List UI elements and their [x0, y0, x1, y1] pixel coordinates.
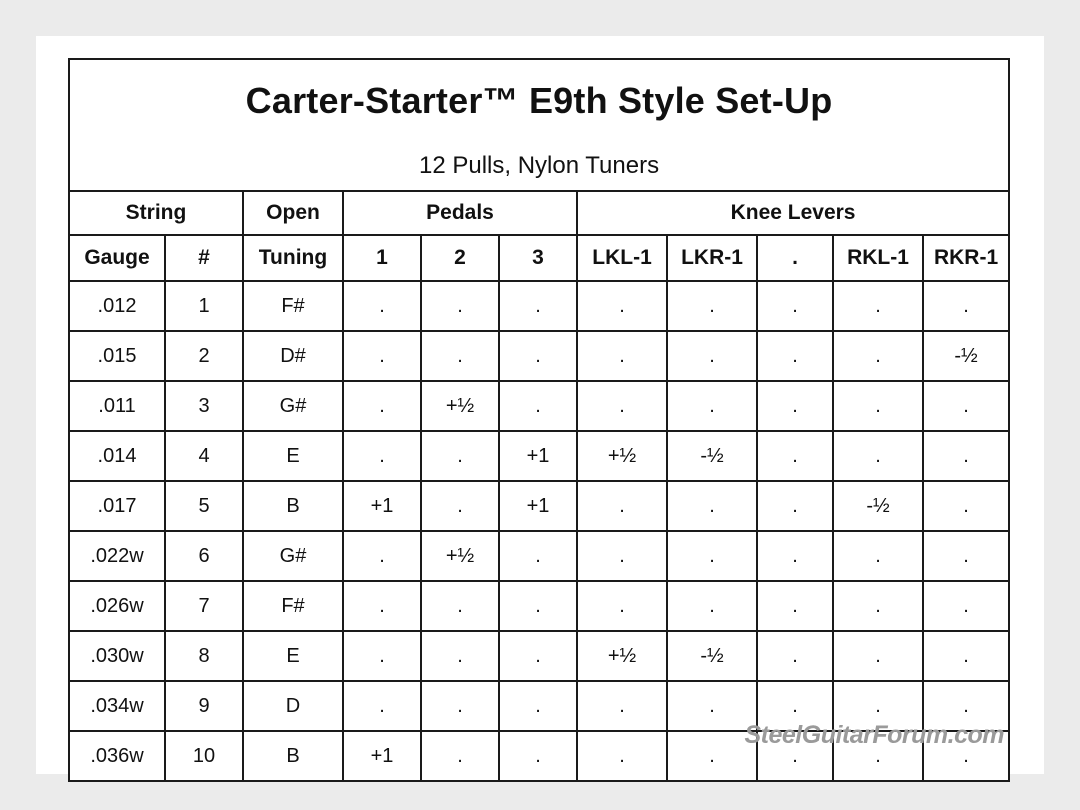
cell-tuning: B	[243, 731, 343, 781]
column-header-lkr-1: LKR-1	[667, 235, 757, 281]
cell-rkr-1: .	[923, 731, 1009, 781]
table-row	[69, 281, 1009, 331]
cell-rkr-1: -½	[923, 331, 1009, 381]
cell-lkr-1: .	[667, 281, 757, 331]
cell-lkr-1: .	[667, 581, 757, 631]
cell-gauge: .036w	[69, 731, 165, 781]
cell-tuning: E	[243, 431, 343, 481]
cell-pedal-3: .	[499, 331, 577, 381]
cell-lkr-1: .	[667, 331, 757, 381]
cell-rkl-1: .	[833, 381, 923, 431]
column-header-pedal-2: 2	[421, 235, 499, 281]
cell-blank: .	[757, 431, 833, 481]
cell-string-number: 9	[165, 681, 243, 731]
cell-string-number: 6	[165, 531, 243, 581]
cell-pedal-3: +1	[499, 431, 577, 481]
cell-rkl-1: .	[833, 281, 923, 331]
cell-lkl-1: +½	[577, 631, 667, 681]
cell-rkl-1: -½	[833, 481, 923, 531]
cell-tuning: F#	[243, 581, 343, 631]
group-header-pedals: Pedals	[343, 191, 577, 235]
cell-tuning: G#	[243, 381, 343, 431]
cell-lkl-1: .	[577, 481, 667, 531]
cell-lkl-1: .	[577, 381, 667, 431]
cell-pedal-3: .	[499, 581, 577, 631]
cell-pedal-1: .	[343, 581, 421, 631]
cell-blank: .	[757, 731, 833, 781]
cell-rkl-1: .	[833, 531, 923, 581]
cell-pedal-1: .	[343, 281, 421, 331]
cell-pedal-3: .	[499, 531, 577, 581]
table-row	[69, 581, 1009, 631]
cell-blank: .	[757, 281, 833, 331]
column-header-gauge: Gauge	[69, 235, 165, 281]
column-header-pedal-1: 1	[343, 235, 421, 281]
subtitle-row	[69, 142, 1009, 191]
cell-gauge: .014	[69, 431, 165, 481]
setup-chart	[68, 58, 1008, 766]
cell-rkl-1: .	[833, 431, 923, 481]
cell-tuning: G#	[243, 531, 343, 581]
cell-rkl-1: .	[833, 681, 923, 731]
cell-lkr-1: .	[667, 381, 757, 431]
cell-pedal-2: .	[421, 331, 499, 381]
cell-pedal-3: +1	[499, 481, 577, 531]
cell-rkl-1: .	[833, 581, 923, 631]
cell-lkr-1: .	[667, 731, 757, 781]
cell-pedal-2: .	[421, 631, 499, 681]
page-subtitle: 12 Pulls, Nylon Tuners	[69, 142, 1009, 191]
cell-rkl-1: .	[833, 331, 923, 381]
cell-pedal-1: .	[343, 431, 421, 481]
group-header-knee-levers: Knee Levers	[577, 191, 1009, 235]
cell-blank: .	[757, 581, 833, 631]
cell-pedal-1: .	[343, 531, 421, 581]
cell-pedal-2: .	[421, 731, 499, 781]
cell-gauge: .026w	[69, 581, 165, 631]
cell-string-number: 10	[165, 731, 243, 781]
cell-tuning: E	[243, 631, 343, 681]
cell-tuning: F#	[243, 281, 343, 331]
document-page	[36, 36, 1044, 774]
table-row	[69, 431, 1009, 481]
column-header-number: #	[165, 235, 243, 281]
cell-lkl-1: .	[577, 731, 667, 781]
cell-pedal-1: +1	[343, 481, 421, 531]
cell-pedal-2: .	[421, 481, 499, 531]
column-header-lkl-1: LKL-1	[577, 235, 667, 281]
cell-tuning: B	[243, 481, 343, 531]
cell-rkr-1: .	[923, 581, 1009, 631]
cell-lkl-1: .	[577, 581, 667, 631]
setup-table	[68, 58, 1010, 782]
watermark-text: SteelGuitarForum.com	[744, 721, 1004, 749]
column-header-blank: .	[757, 235, 833, 281]
cell-pedal-2: .	[421, 431, 499, 481]
table-row	[69, 731, 1009, 781]
cell-gauge: .017	[69, 481, 165, 531]
table-row	[69, 531, 1009, 581]
cell-rkl-1: .	[833, 731, 923, 781]
cell-gauge: .022w	[69, 531, 165, 581]
cell-rkr-1: .	[923, 681, 1009, 731]
cell-pedal-2: +½	[421, 381, 499, 431]
cell-pedal-1: .	[343, 331, 421, 381]
cell-rkr-1: .	[923, 431, 1009, 481]
cell-gauge: .011	[69, 381, 165, 431]
cell-blank: .	[757, 481, 833, 531]
cell-pedal-2: .	[421, 281, 499, 331]
cell-string-number: 7	[165, 581, 243, 631]
cell-string-number: 5	[165, 481, 243, 531]
cell-gauge: .015	[69, 331, 165, 381]
column-header-tuning: Tuning	[243, 235, 343, 281]
column-header-row	[69, 235, 1009, 281]
cell-blank: .	[757, 631, 833, 681]
cell-lkl-1: .	[577, 681, 667, 731]
cell-rkr-1: .	[923, 481, 1009, 531]
cell-pedal-3: .	[499, 381, 577, 431]
cell-pedal-2: .	[421, 681, 499, 731]
cell-string-number: 4	[165, 431, 243, 481]
group-header-string: String	[69, 191, 243, 235]
cell-rkr-1: .	[923, 631, 1009, 681]
group-header-open: Open	[243, 191, 343, 235]
cell-pedal-3: .	[499, 731, 577, 781]
cell-rkl-1: .	[833, 631, 923, 681]
cell-lkr-1: -½	[667, 631, 757, 681]
table-row	[69, 681, 1009, 731]
cell-gauge: .034w	[69, 681, 165, 731]
page-title: Carter-Starter™ E9th Style Set-Up	[69, 59, 1009, 142]
title-row	[69, 59, 1009, 142]
table-row	[69, 481, 1009, 531]
table-row	[69, 331, 1009, 381]
cell-lkl-1: +½	[577, 431, 667, 481]
cell-string-number: 1	[165, 281, 243, 331]
cell-pedal-3: .	[499, 631, 577, 681]
cell-pedal-2: .	[421, 581, 499, 631]
cell-blank: .	[757, 531, 833, 581]
cell-pedal-1: .	[343, 631, 421, 681]
cell-gauge: .012	[69, 281, 165, 331]
cell-pedal-1: .	[343, 681, 421, 731]
table-row	[69, 631, 1009, 681]
cell-gauge: .030w	[69, 631, 165, 681]
cell-pedal-1: .	[343, 381, 421, 431]
cell-blank: .	[757, 381, 833, 431]
cell-tuning: D	[243, 681, 343, 731]
cell-lkr-1: .	[667, 531, 757, 581]
column-header-rkl-1: RKL-1	[833, 235, 923, 281]
column-header-rkr-1: RKR-1	[923, 235, 1009, 281]
cell-rkr-1: .	[923, 381, 1009, 431]
cell-string-number: 3	[165, 381, 243, 431]
cell-tuning: D#	[243, 331, 343, 381]
cell-blank: .	[757, 331, 833, 381]
cell-lkr-1: .	[667, 681, 757, 731]
cell-rkr-1: .	[923, 281, 1009, 331]
cell-blank: .	[757, 681, 833, 731]
cell-lkl-1: .	[577, 331, 667, 381]
cell-lkl-1: .	[577, 281, 667, 331]
cell-pedal-3: .	[499, 681, 577, 731]
group-header-row	[69, 191, 1009, 235]
cell-pedal-2: +½	[421, 531, 499, 581]
cell-pedal-3: .	[499, 281, 577, 331]
table-row	[69, 381, 1009, 431]
cell-string-number: 8	[165, 631, 243, 681]
cell-pedal-1: +1	[343, 731, 421, 781]
column-header-pedal-3: 3	[499, 235, 577, 281]
cell-lkl-1: .	[577, 531, 667, 581]
cell-lkr-1: -½	[667, 431, 757, 481]
cell-string-number: 2	[165, 331, 243, 381]
cell-rkr-1: .	[923, 531, 1009, 581]
cell-lkr-1: .	[667, 481, 757, 531]
